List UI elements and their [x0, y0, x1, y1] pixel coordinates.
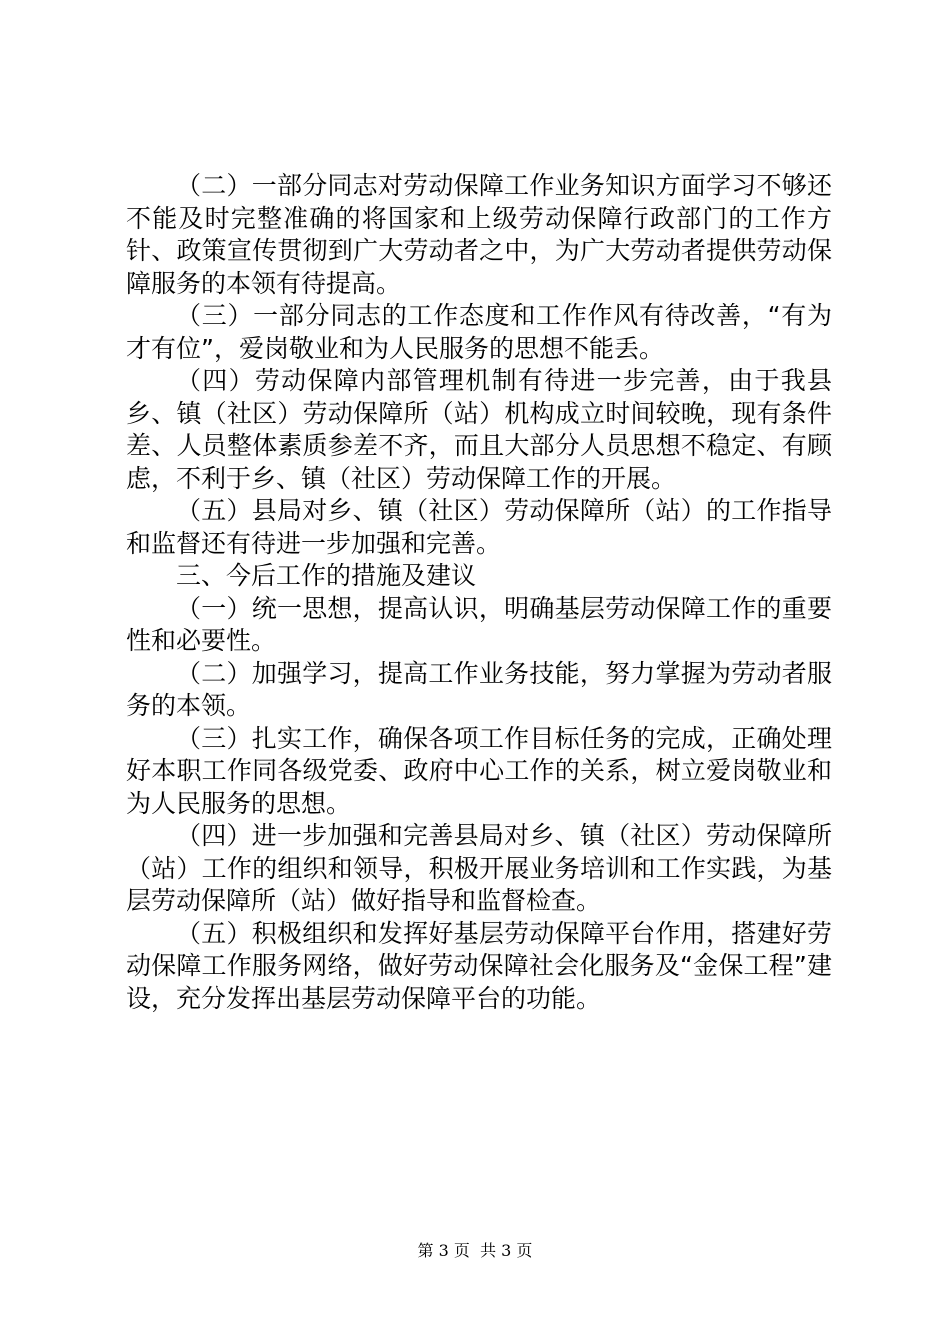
document-body: [126, 170, 832, 1015]
paragraph-3-2: （二）加强学习，提高工作业务技能，努力掌握为劳动者服务的本领。: [126, 658, 832, 720]
paragraph-3-5: （五）积极组织和发挥好基层劳动保障平台作用，搭建好劳动保障工作服务网络，做好劳动保障社会化服务及“金保工程”建设，充分发挥出基层劳动保障平台的功能。: [126, 918, 832, 1013]
section-heading-3: 三、今后工作的措施及建议: [176, 561, 477, 590]
page-number-label: 第 3 页 共 3 页: [417, 1241, 533, 1260]
paragraph-2-4: （四）劳动保障内部管理机制有待进一步完善，由于我县乡、镇（社区）劳动保障所（站）机构成立时间较晚，现有条件差、人员整体素质参差不齐，而且大部分人员思想不稳定、有顾虑，不利于乡、镇（社区）劳动保障工作的开展。: [126, 366, 832, 493]
page-footer: [0, 1241, 950, 1261]
paragraph-2-2: （二）一部分同志对劳动保障工作业务知识方面学习不够还不能及时完整准确的将国家和上级劳动保障行政部门的工作方针、政策宣传贯彻到广大劳动者之中，为广大劳动者提供劳动保障服务的本领有待提高。: [126, 171, 832, 298]
paragraph-3-3: （三）扎实工作，确保各项工作目标任务的完成，正确处理好本职工作同各级党委、政府中心工作的关系，树立爱岗敬业和为人民服务的思想。: [126, 723, 832, 818]
paragraph-2-5: （五）县局对乡、镇（社区）劳动保障所（站）的工作指导和监督还有待进一步加强和完善。: [126, 496, 832, 558]
paragraph-2-3: （三）一部分同志的工作态度和工作作风有待改善，“有为才有位”，爱岗敬业和为人民服务的思想不能丢。: [126, 301, 832, 363]
paragraph-3-1: （一）统一思想，提高认识，明确基层劳动保障工作的重要性和必要性。: [126, 593, 832, 655]
paragraph-3-4: （四）进一步加强和完善县局对乡、镇（社区）劳动保障所（站）工作的组织和领导，积极开展业务培训和工作实践，为基层劳动保障所（站）做好指导和监督检查。: [126, 821, 832, 915]
